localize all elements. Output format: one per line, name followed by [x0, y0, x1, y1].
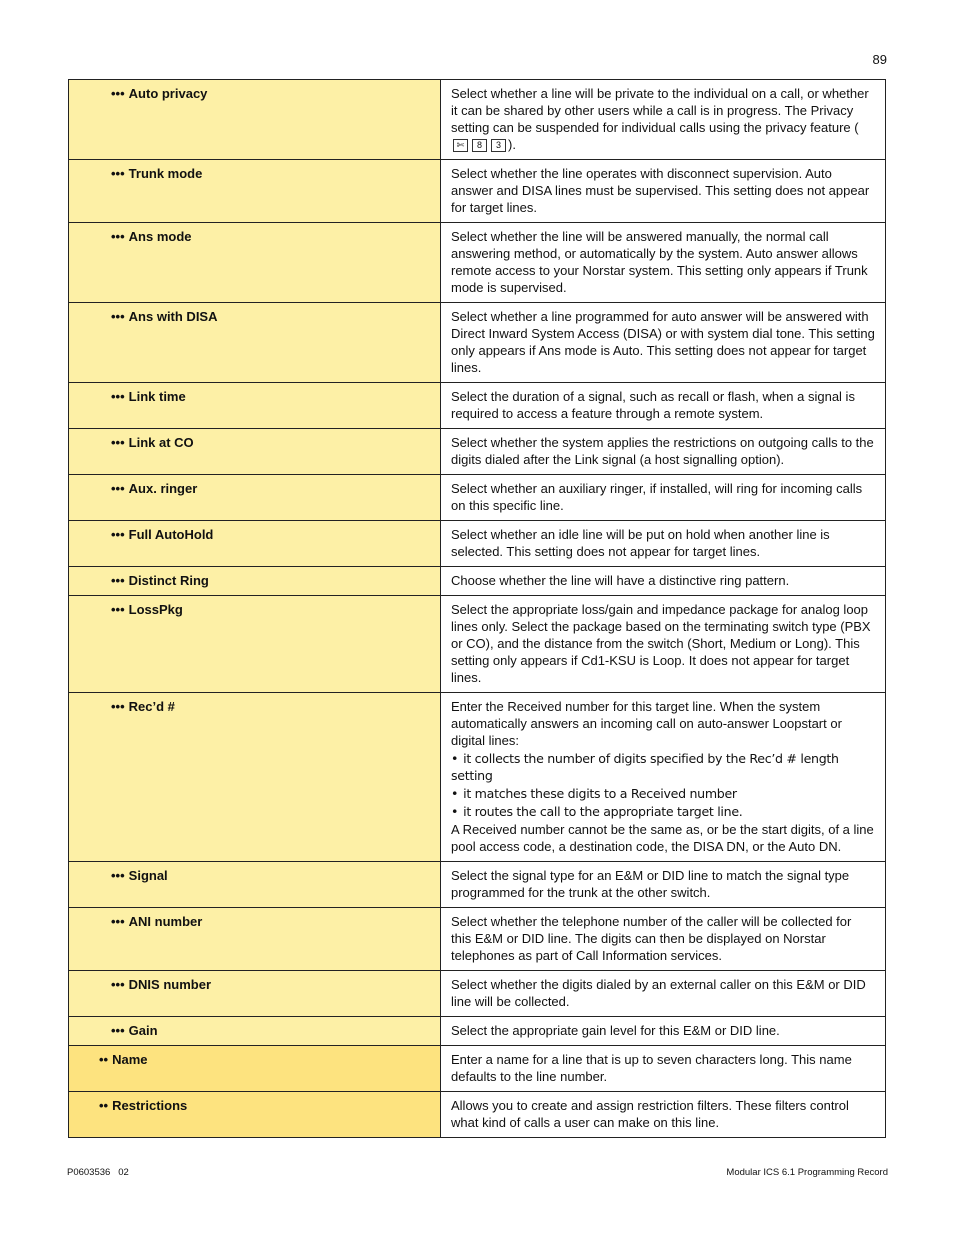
setting-label: Name [112, 1052, 148, 1067]
setting-description: Select whether a line will be private to the individual on a call, or whether it can be shared by other users while a call is in progress. The Privacy setting can be suspended for individual calls using the privacy feature ( [451, 86, 869, 135]
table-row [69, 908, 886, 971]
setting-label: Ans with DISA [128, 309, 218, 324]
table-row [69, 693, 886, 862]
level-bullets: ••• [111, 481, 125, 496]
setting-label: Link at CO [128, 435, 194, 450]
setting-description-cell [441, 521, 886, 567]
list-item: • it matches these digits to a Received number [451, 785, 875, 802]
table-row [69, 303, 886, 383]
setting-label: Trunk mode [128, 166, 203, 181]
table-row [69, 862, 886, 908]
level-bullets: ••• [111, 166, 125, 181]
setting-label: ANI number [128, 914, 203, 929]
setting-label-cell [69, 160, 441, 223]
setting-description-cell [441, 1017, 886, 1046]
setting-label: Auto privacy [128, 86, 208, 101]
level-bullets: ••• [111, 977, 125, 992]
setting-description: Select the appropriate gain level for this E&M or DID line. [451, 1023, 780, 1038]
setting-description-cell [441, 223, 886, 303]
level-bullets: ••• [111, 527, 125, 542]
level-bullets: ••• [111, 699, 125, 714]
setting-label-cell [69, 908, 441, 971]
setting-label-cell [69, 223, 441, 303]
list-item: • it collects the number of digits specified by the Rec’d # length setting [451, 750, 875, 784]
setting-description: Select whether the digits dialed by an external caller on this E&M or DID line will be collected. [451, 977, 866, 1009]
setting-description: Select the appropriate loss/gain and impedance package for analog loop lines only. Select the package based on the terminating switch type (PBX or CO), and the distance from the switch (Short, Medium or Long). This setting only appears if Cd1-KSU is Loop. It does not appear for target lines. [451, 602, 871, 685]
setting-description: Choose whether the line will have a distinctive ring pattern. [451, 573, 790, 588]
setting-label: Signal [128, 868, 168, 883]
table-row [69, 971, 886, 1017]
level-bullets: •• [99, 1052, 109, 1067]
setting-label: Ans mode [128, 229, 192, 244]
setting-description: Allows you to create and assign restriction filters. These filters control what kind of calls a user can make on this line. [451, 1098, 849, 1130]
setting-label: Restrictions [112, 1098, 188, 1113]
footer-title: Modular ICS 6.1 Programming Record [726, 1167, 888, 1178]
setting-label-cell [69, 1046, 441, 1092]
table-row [69, 80, 886, 160]
level-bullets: ••• [111, 914, 125, 929]
table-row [69, 429, 886, 475]
setting-description-cell [441, 567, 886, 596]
setting-label: Link time [128, 389, 186, 404]
setting-description: Select whether the line operates with disconnect supervision. Auto answer and DISA lines must be supervised. This setting does not appear for target lines. [451, 166, 870, 215]
setting-description-cell [441, 429, 886, 475]
setting-label: LossPkg [128, 602, 183, 617]
table-row [69, 383, 886, 429]
setting-description: Enter a name for a line that is up to seven characters long. This name defaults to the line number. [451, 1052, 852, 1084]
setting-label-cell [69, 303, 441, 383]
setting-label-cell [69, 1017, 441, 1046]
table-row [69, 223, 886, 303]
feature-key-icon: ✄ [453, 139, 468, 152]
setting-description: Select whether the system applies the restrictions on outgoing calls to the digits dialed after the Link signal (a host signalling option). [451, 435, 874, 467]
setting-description: Select the signal type for an E&M or DID line to match the signal type programmed for the trunk at the other switch. [451, 868, 850, 900]
setting-description: Select whether an idle line will be put on hold when another line is selected. This setting does not appear for target lines. [451, 527, 830, 559]
table-row [69, 1092, 886, 1138]
setting-label-cell [69, 383, 441, 429]
setting-description-cell [441, 1046, 886, 1092]
dial-key-icon: 8 [472, 139, 487, 152]
setting-label-cell [69, 475, 441, 521]
setting-description-cell [441, 475, 886, 521]
setting-label: Distinct Ring [128, 573, 209, 588]
level-bullets: •• [99, 1098, 109, 1113]
description-continuation: A Received number cannot be the same as, or be the start digits, of a line pool access code, a destination code, the DISA DN, or the Auto DN. [451, 822, 874, 854]
setting-label: Aux. ringer [128, 481, 198, 496]
page-number: 89 [872, 52, 887, 67]
table-row [69, 475, 886, 521]
setting-description-cell [441, 908, 886, 971]
setting-label-cell [69, 971, 441, 1017]
level-bullets: ••• [111, 868, 125, 883]
setting-label-cell [69, 521, 441, 567]
level-bullets: ••• [111, 435, 125, 450]
setting-description-cell [441, 160, 886, 223]
setting-description: Select whether a line programmed for auto answer will be answered with Direct Inward System Access (DISA) or with system dial tone. This setting only appears if Ans mode is Auto. This setting does not appear for target lines. [451, 309, 875, 375]
setting-label-cell [69, 596, 441, 693]
footer-document-number: P0603536 02 [67, 1167, 129, 1178]
table-row [69, 160, 886, 223]
setting-description-cell [441, 80, 886, 160]
setting-description-cell [441, 596, 886, 693]
setting-label: Rec’d # [128, 699, 175, 714]
setting-description: Select whether the line will be answered manually, the normal call answering method, or automatically by the system. Auto answer allows remote access to your Norstar system. This setting only appears if Trunk mode is supervised. [451, 229, 868, 295]
level-bullets: ••• [111, 602, 125, 617]
programming-table [68, 79, 886, 1138]
setting-label-cell [69, 1092, 441, 1138]
table-row [69, 521, 886, 567]
level-bullets: ••• [111, 86, 125, 101]
table-row [69, 567, 886, 596]
table-row [69, 1046, 886, 1092]
setting-description: Enter the Received number for this target line. When the system automatically answers an incoming call on auto-answer Loopstart or digital lines: [451, 699, 842, 748]
setting-label: DNIS number [128, 977, 211, 992]
dial-key-icon: 3 [491, 139, 506, 152]
list-item: • it routes the call to the appropriate target line. [451, 803, 875, 820]
setting-label-cell [69, 693, 441, 862]
setting-label: Full AutoHold [128, 527, 214, 542]
description-tail: ). [508, 137, 516, 152]
setting-description: Select the duration of a signal, such as recall or flash, when a signal is required to access a feature through a remote system. [451, 389, 855, 421]
setting-description: Select whether an auxiliary ringer, if installed, will ring for incoming calls on this specific line. [451, 481, 863, 513]
setting-label-cell [69, 429, 441, 475]
setting-label-cell [69, 567, 441, 596]
setting-description-cell [441, 693, 886, 862]
setting-label-cell [69, 862, 441, 908]
level-bullets: ••• [111, 573, 125, 588]
setting-description-cell [441, 862, 886, 908]
level-bullets: ••• [111, 389, 125, 404]
setting-label: Gain [128, 1023, 158, 1038]
setting-description: Select whether the telephone number of the caller will be collected for this E&M or DID line. The digits can then be displayed on Norstar telephones as part of Call Information services. [451, 914, 852, 963]
level-bullets: ••• [111, 229, 125, 244]
level-bullets: ••• [111, 1023, 125, 1038]
setting-label-cell [69, 80, 441, 160]
table-row [69, 596, 886, 693]
level-bullets: ••• [111, 309, 125, 324]
table-row [69, 1017, 886, 1046]
setting-description-cell [441, 303, 886, 383]
setting-description-cell [441, 383, 886, 429]
description-bullet-list [451, 750, 875, 820]
setting-description-cell [441, 1092, 886, 1138]
setting-description-cell [441, 971, 886, 1017]
